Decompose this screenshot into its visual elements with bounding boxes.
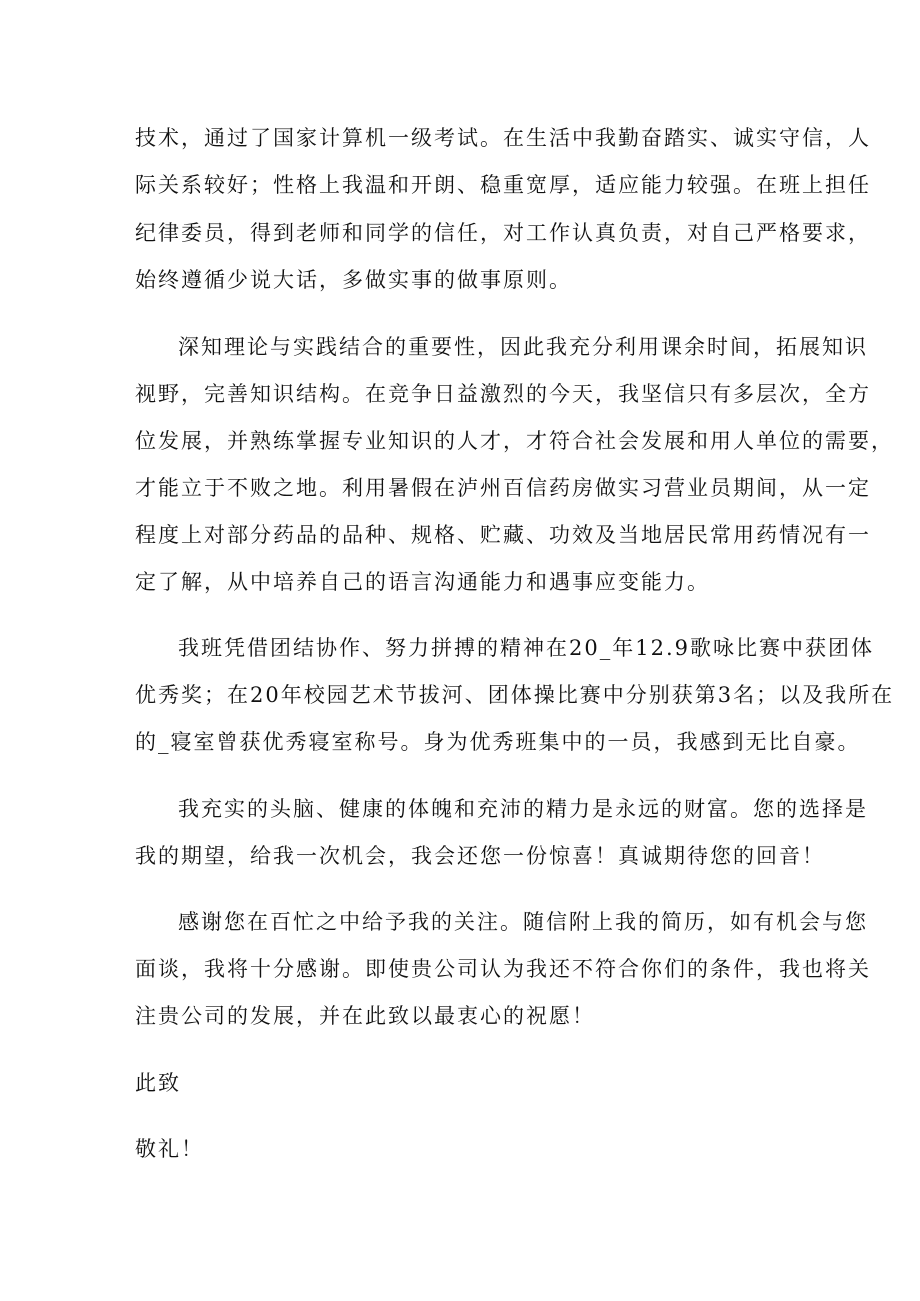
paragraph-2-line-4: 才能立于不败之地。利用暑假在泸州百信药房做实习营业员期间，从一定	[135, 476, 871, 500]
paragraph-5-line-2: 面谈，我将十分感谢。即使贵公司认为我还不符合你们的条件，我也将关	[135, 957, 871, 981]
paragraph-1-line-2: 际关系较好；性格上我温和开朗、稳重宽厚，适应能力较强。在班上担任	[135, 173, 871, 197]
paragraph-2-line-2: 视野，完善知识结构。在竞争日益激烈的今天，我坚信只有多层次，全方	[135, 382, 871, 406]
paragraph-3-line-2: 优秀奖；在20年校园艺术节拔河、团体操比赛中分别获第3名；以及我所在	[135, 683, 895, 707]
paragraph-1-line-1: 技术，通过了国家计算机一级考试。在生活中我勤奋踏实、诚实守信，人	[135, 126, 871, 150]
paragraph-4-line-1: 我充实的头脑、健康的体魄和充沛的精力是永远的财富。您的选择是	[178, 797, 868, 821]
paragraph-3-line-3: 的_寝室曾获优秀寝室称号。身为优秀班集中的一员，我感到无比自豪。	[135, 730, 861, 754]
paragraph-2-line-3: 位发展，并熟练掌握专业知识的人才，才符合社会发展和用人单位的需要，	[135, 429, 894, 453]
paragraph-5-line-3: 注贵公司的发展，并在此致以最衷心的祝愿！	[135, 1004, 595, 1028]
paragraph-2-line-6: 定了解，从中培养自己的语言沟通能力和遇事应变能力。	[135, 570, 710, 594]
paragraph-3-line-1: 我班凭借团结协作、努力拼搏的精神在20_年12.9歌咏比赛中获团体	[178, 636, 874, 660]
paragraph-4-line-2: 我的期望，给我一次机会，我会还您一份惊喜！真诚期待您的回音！	[135, 844, 825, 868]
paragraph-5-line-1: 感谢您在百忙之中给予我的关注。随信附上我的简历，如有机会与您	[178, 910, 868, 934]
paragraph-1-line-3: 纪律委员，得到老师和同学的信任，对工作认真负责，对自己严格要求，	[135, 221, 871, 245]
paragraph-2-line-5: 程度上对部分药品的品种、规格、贮藏、功效及当地居民常用药情况有一	[135, 523, 871, 547]
closing-regards: 敬礼！	[135, 1137, 204, 1161]
closing-salutation: 此致	[135, 1071, 181, 1095]
paragraph-1-line-4: 始终遵循少说大话，多做实事的做事原则。	[135, 268, 572, 292]
paragraph-2-line-1: 深知理论与实践结合的重要性，因此我充分利用课余时间，拓展知识	[178, 335, 868, 359]
